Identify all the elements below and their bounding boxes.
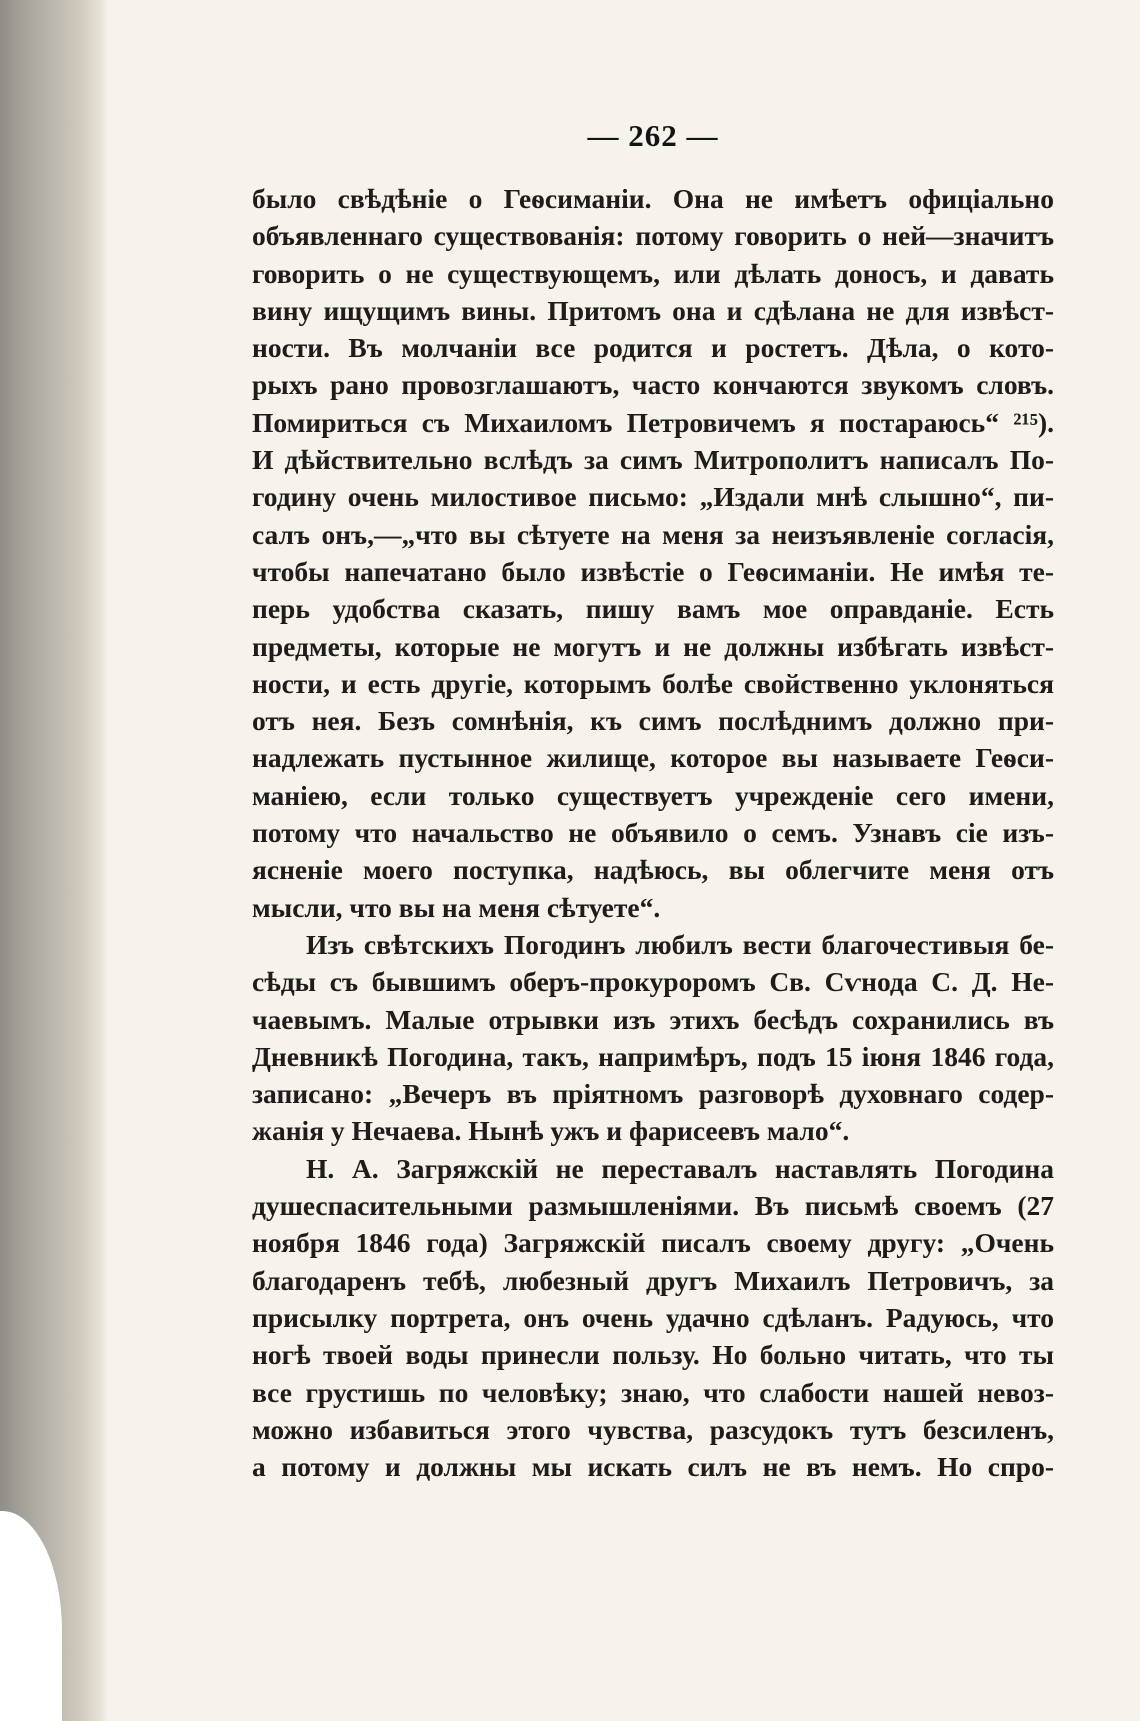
text-line: присылку портрета, онъ очень удачно сдѣланъ. Радуюсь, что: [252, 1301, 1054, 1333]
text-line: объявленнаго существованія: потому говорить о ней—значитъ: [252, 220, 1054, 252]
text-line: записано: „Вечеръ въ пріятномъ разговорѣ духовнаго содер-: [252, 1078, 1054, 1110]
text-line: И дѣйствительно вслѣдъ за симъ Митрополитъ написалъ По-: [252, 444, 1054, 476]
text-line: благодаренъ тебѣ, любезный другъ Михаилъ Петровичъ, за: [252, 1264, 1054, 1296]
text-line: жанія у Нечаева. Нынѣ ужъ и фарисеевъ мало“.: [252, 1115, 850, 1147]
text-line: предметы, которые не могутъ и не должны избѣгать извѣст-: [252, 630, 1054, 662]
text-line: а потому и должны мы искать силъ не въ немъ. Но спро-: [252, 1451, 1054, 1483]
text-line: ности, и есть другіе, которымъ болѣе свойственно уклоняться: [252, 667, 1054, 699]
text-line: было свѣдѣніе о Геѳсиманіи. Она не имѣетъ офиціально: [252, 183, 1054, 214]
text-line: перь удобства сказать, пишу вамъ мое оправданіе. Есть: [252, 593, 1054, 625]
text-line: ясненіе моего поступка, надѣюсь, вы облегчите меня отъ: [252, 854, 1054, 886]
text-line: ногѣ твоей воды принесли пользу. Но больно читать, что ты: [252, 1339, 1054, 1371]
text-line: Дневникѣ Погодина, такъ, напримѣръ, подъ 15 іюня 1846 года,: [252, 1040, 1054, 1072]
book-page: [252, 118, 1054, 1485]
text-line: чаевымъ. Малые отрывки изъ этихъ бесѣдъ сохранились въ: [252, 1003, 1054, 1035]
paragraph-2: [252, 926, 1054, 1150]
book-spine-shadow: [0, 0, 108, 1721]
text-line: салъ онъ,—„что вы сѣтуете на меня за неизъявленіе согласія,: [252, 518, 1054, 550]
paragraph-1: [252, 180, 1054, 926]
text-line: все грустишь по человѣку; знаю, что слабости нашей невоз-: [252, 1376, 1054, 1408]
text-line: маніею, если только существуетъ учрежденіе сего имени,: [252, 779, 1054, 811]
text-line: вину ищущимъ вины. Притомъ она и сдѣлана не для извѣст-: [252, 294, 1054, 326]
text-line: чтобы напечатано было извѣстіе о Геѳсиманіи. Не имѣя те-: [252, 555, 1054, 587]
text-line: рыхъ рано провозглашаютъ, часто кончаются звукомъ словъ.: [252, 369, 1054, 401]
text-line: ноября 1846 года) Загряжскій писалъ своему другу: „Очень: [252, 1227, 1054, 1259]
text-line: Н. А. Загряжскій не переставалъ наставлять Погодина: [306, 1152, 1054, 1184]
text-line: говорить о не существующемъ, или дѣлать доносъ, и давать: [252, 257, 1054, 289]
text-line: можно избавиться этого чувства, разсудокъ тутъ безсиленъ,: [252, 1413, 1054, 1445]
text-line: Изъ свѣтскихъ Погодинъ любилъ вести благочестивыя бе-: [306, 928, 1054, 960]
text-line: мысли, что вы на меня сѣтуете“.: [252, 891, 661, 923]
text-line: отъ нея. Безъ сомнѣнія, къ симъ послѣднимъ должно при-: [252, 705, 1054, 737]
text-line: надлежать пустынное жилище, которое вы называете Геѳси-: [252, 742, 1054, 774]
text-line: ности. Въ молчаніи все родится и ростетъ. Дѣла, о кото-: [252, 332, 1054, 364]
page-number: — 262 —: [587, 118, 719, 153]
text-line: душеспасительными размышленіями. Въ письмѣ своемъ (27: [252, 1190, 1054, 1222]
text-line: Помириться съ Михаиломъ Петровичемъ я постараюсь“ ²¹⁵).: [252, 406, 1054, 438]
paragraph-3: [252, 1150, 1054, 1486]
text-line: потому что начальство не объявило о семъ. Узнавъ сіе изъ-: [252, 817, 1054, 849]
text-line: сѣды съ бывшимъ оберъ-прокуроромъ Св. Сѵнода С. Д. Не-: [252, 966, 1054, 998]
text-line: годину очень милостивое письмо: „Издали мнѣ слышно“, пи-: [252, 481, 1054, 513]
